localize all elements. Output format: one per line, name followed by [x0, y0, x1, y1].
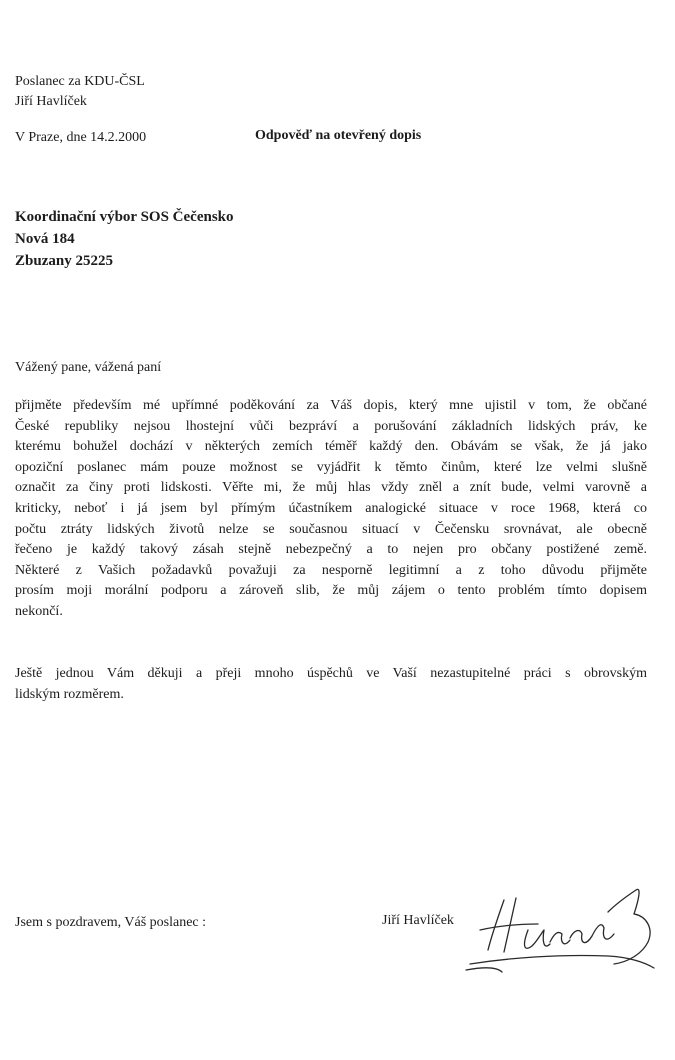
body-line: kriticky, neboť i já jsem byl přímým účastníkem analogické situace v roce 1968, která co: [15, 500, 647, 516]
body-line: řečeno je každý takový zásah stejně nebezpečný a to nejen pro občany postižené země.: [15, 542, 647, 558]
closing-line: lidským rozměrem.: [15, 686, 124, 702]
signer-name: Jiří Havlíček: [382, 913, 454, 928]
recipient-address: [15, 206, 234, 272]
body-line: počtu ztráty lidských životů nelze se současnou situací v Čečensku srovnávat, ale obecně: [15, 521, 647, 537]
body-line: opoziční poslanec mám pouze možnost se vyjádřit k těmto činům, které lze velmi slušně: [15, 459, 647, 475]
recipient-organization: Koordinační výbor SOS Čečensko: [15, 209, 234, 225]
sender-party: Poslanec za KDU-ČSL: [15, 74, 145, 89]
sender-name: Jiří Havlíček: [15, 94, 87, 109]
body-line: nekončí.: [15, 603, 63, 619]
regards-line: Jsem s pozdravem, Váš poslanec :: [15, 915, 207, 930]
body-line: označit za činy proti lidskosti. Věřte mi, že můj hlas vždy zněl a znít bude, velmi varovně a: [15, 480, 647, 496]
sender-block: [15, 72, 145, 112]
recipient-street: Nová 184: [15, 231, 75, 247]
letter-subject: Odpověď na otevřený dopis: [255, 128, 422, 143]
body-line: prosím moji morální podporu a zároveň slib, že můj zájem o tento problém tímto dopisem: [15, 583, 647, 599]
salutation: Vážený pane, vážená paní: [15, 360, 162, 375]
body-line: České republiky nejsou lhostejní vůči bezpráví a porušování základních lidských práv, ke: [15, 418, 647, 434]
body-line: kterému bohužel dochází v některých zemích téměř každý den. Obávám se však, že já jako: [15, 439, 647, 455]
recipient-city: Zbuzany 25225: [15, 253, 113, 269]
place-and-date: V Praze, dne 14.2.2000: [15, 130, 147, 145]
body-line: přijměte především mé upřímné poděkování za Váš dopis, který mne ujistil v tom, že občané: [15, 398, 647, 413]
body-line: Některé z Vašich požadavků považuji za nesporně legitimní a z toho důvodu přijměte: [15, 562, 647, 578]
closing-paragraph: [15, 664, 647, 705]
letter-body: [15, 396, 647, 623]
handwritten-signature: [458, 872, 668, 982]
closing-line: Ještě jednou Vám děkuji a přeji mnoho úspěchů ve Vaší nezastupitelné práci s obrovským: [15, 666, 647, 681]
